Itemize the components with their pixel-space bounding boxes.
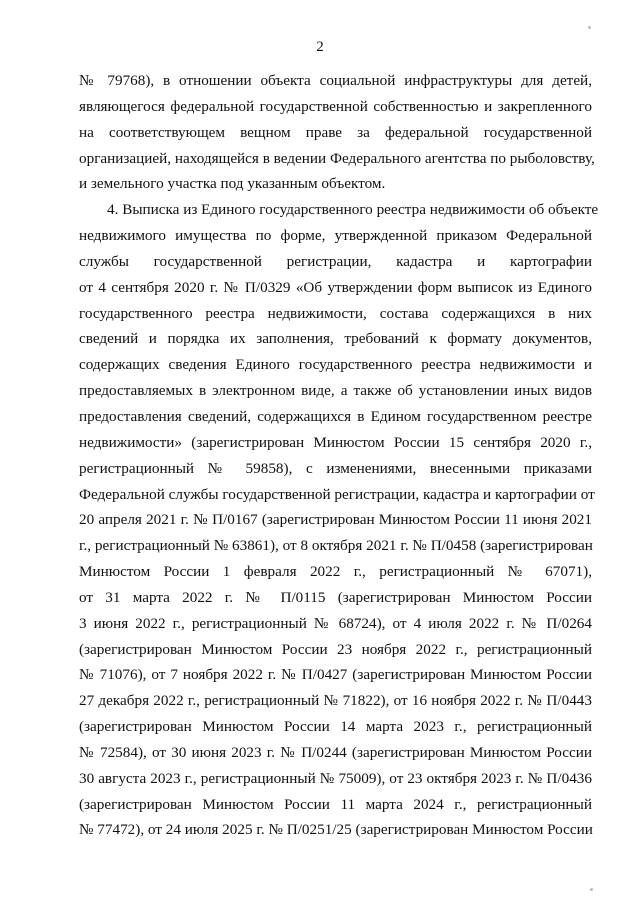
text-line: недвижимости» (зарегистрирован Минюстом России 15 сентября 2020 г., xyxy=(79,433,592,451)
text-line: и земельного участка под указанным объектом. xyxy=(79,175,386,193)
text-line: службы государственной регистрации, кадастра и картографии xyxy=(79,252,592,270)
text-line: № 72584), от 30 июня 2023 г. № П/0244 (зарегистрирован Минюстом России xyxy=(79,743,592,761)
text-line: (зарегистрирован Минюстом России 23 ноября 2022 г., регистрационный xyxy=(79,640,592,658)
text-line: (зарегистрирован Минюстом России 11 марта 2024 г., регистрационный xyxy=(79,795,592,813)
text-line: 30 августа 2023 г., регистрационный № 75009), от 23 октября 2023 г. № П/0436 xyxy=(79,769,592,787)
page-number: 2 xyxy=(316,39,324,55)
paragraph-continued xyxy=(79,68,595,197)
text-line: 4. Выписка из Единого государственного реестра недвижимости об объекте xyxy=(107,201,599,219)
text-line: (зарегистрирован Минюстом России 14 марта 2023 г., регистрационный xyxy=(79,718,592,736)
text-line: на соответствующем вещном праве за федеральной государственной xyxy=(79,123,592,141)
scan-speck xyxy=(590,888,593,891)
text-line: недвижимого имущества по форме, утвержденной приказом Федеральной xyxy=(79,227,592,245)
text-line: 3 июня 2022 г., регистрационный № 68724), от 4 июля 2022 г. № П/0264 xyxy=(79,614,592,632)
text-line: Минюстом России 1 февраля 2022 г., регистрационный № 67071), xyxy=(79,563,592,581)
scan-speck xyxy=(588,26,591,29)
text-line: № 79768), в отношении объекта социальной инфраструктуры для детей, xyxy=(79,72,592,89)
text-line: 27 декабря 2022 г., регистрационный № 71822), от 16 ноября 2022 г. № П/0443 xyxy=(79,692,592,710)
document-body xyxy=(79,68,599,843)
text-line: г., регистрационный № 63861), от 8 октября 2021 г. № П/0458 (зарегистрирован xyxy=(79,537,593,555)
text-line: № 77472), от 24 июля 2025 г. № П/0251/25 (зарегистрирован Минюстом России xyxy=(79,821,593,839)
text-line: организацией, находящейся в ведении Федерального агентства по рыболовству, xyxy=(79,149,595,167)
text-line: содержащих сведения Единого государственного реестра недвижимости и xyxy=(79,356,592,374)
text-line: № 71076), от 7 ноября 2022 г. № П/0427 (зарегистрирован Минюстом России xyxy=(79,666,592,684)
text-line: регистрационный № 59858), с изменениями, внесенными приказами xyxy=(79,459,592,477)
text-line: являющегося федеральной государственной собственностью и закрепленного xyxy=(79,97,592,115)
text-line: государственного реестра недвижимости, состава содержащихся в них xyxy=(79,304,592,322)
text-line: предоставляемых в электронном виде, а также об установлении иных видов xyxy=(79,382,592,400)
text-line: 20 апреля 2021 г. № П/0167 (зарегистрирован Минюстом России 11 июня 2021 xyxy=(79,511,592,529)
text-line: сведений и порядка их заполнения, требований к формату документов, xyxy=(79,330,592,348)
text-line: предоставления сведений, содержащихся в Едином государственном реестре xyxy=(79,407,592,425)
text-line: от 4 сентября 2020 г. № П/0329 «Об утверждении форм выписок из Единого xyxy=(79,278,592,296)
text-line: от 31 марта 2022 г. № П/0115 (зарегистрирован Минюстом России xyxy=(79,588,592,606)
paragraph-4 xyxy=(79,197,599,843)
text-line: Федеральной службы государственной регистрации, кадастра и картографии от xyxy=(79,485,595,503)
